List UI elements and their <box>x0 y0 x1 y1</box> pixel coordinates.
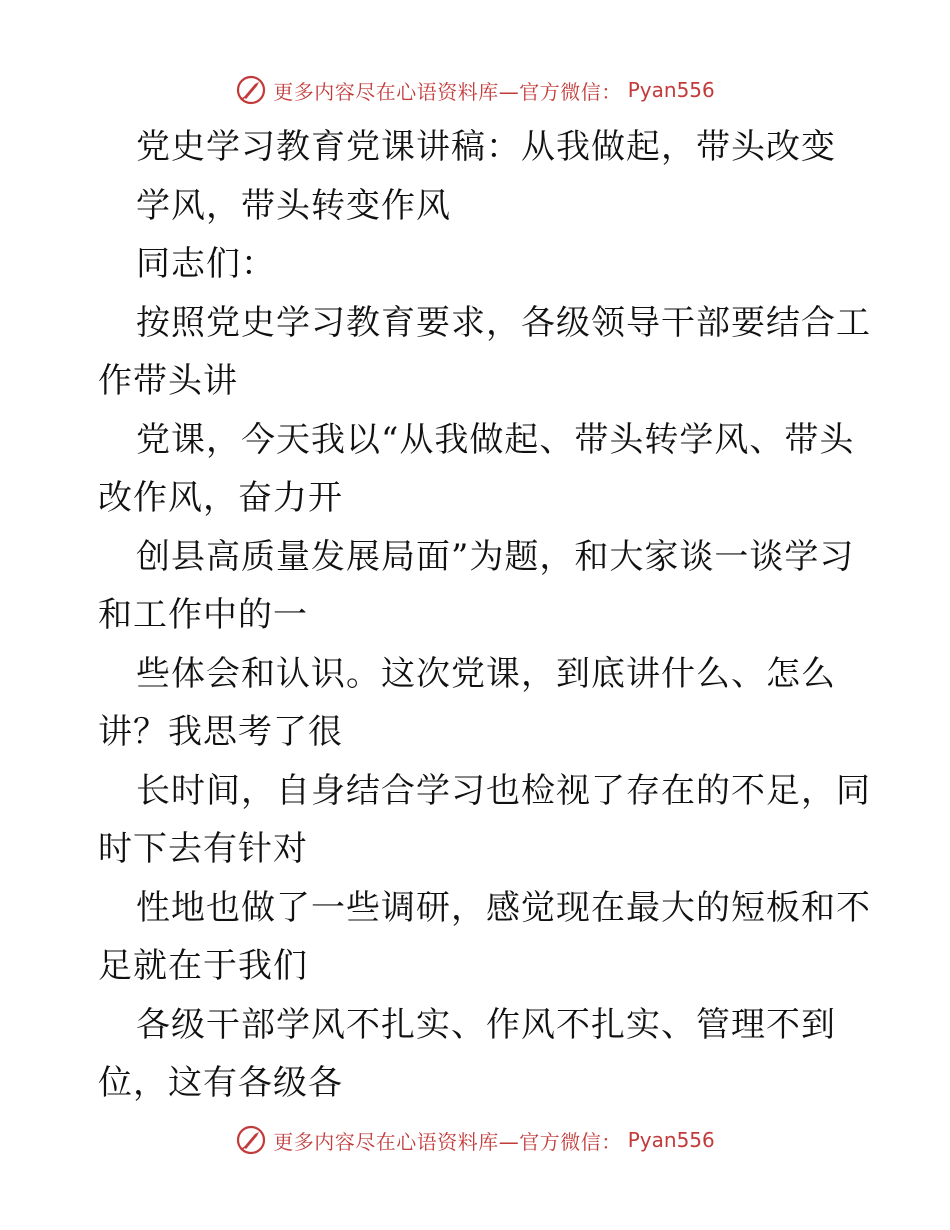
text-line: 些体会和认识。这次党课，到底讲什么、怎么 <box>136 653 836 694</box>
document-body <box>98 118 871 1113</box>
text-line: 各级干部学风不扎实、作风不扎实、管理不到 <box>136 1004 836 1045</box>
header-banner-text: 更多内容尽在心语资料库—官方微信： <box>273 79 622 104</box>
text-line: 性地也做了一些调研，感觉现在最大的短板和不 <box>136 887 871 928</box>
text-line: 长时间，自身结合学习也检视了存在的不足，同 <box>136 770 871 811</box>
text-line: 和工作中的一 <box>98 595 308 635</box>
text-line: 同志们： <box>136 244 276 284</box>
text-line: 讲？我思考了很 <box>98 712 343 752</box>
header-wechat-id: Pyan556 <box>627 78 715 102</box>
text-line: 党课，今天我以“从我做起、带头转学风、带头 <box>136 419 855 460</box>
footer-banner <box>0 1120 950 1160</box>
text-line: 改作风，奋力开 <box>98 478 343 518</box>
text-line: 位，这有各级各 <box>98 1063 343 1103</box>
text-line: 创县高质量发展局面”为题，和大家谈一谈学习 <box>136 536 855 577</box>
text-line: 党史学习教育党课讲稿：从我做起，带头改变 <box>136 127 836 167</box>
header-banner <box>0 70 950 110</box>
text-line: 学风，带头转变作风 <box>136 185 451 226</box>
footer-banner-text: 更多内容尽在心语资料库—官方微信： <box>273 1129 622 1154</box>
text-line: 作带头讲 <box>98 361 238 401</box>
quill-pen-logo-icon <box>235 74 267 106</box>
text-line: 足就在于我们 <box>98 946 308 986</box>
text-line: 时下去有针对 <box>98 829 308 869</box>
footer-wechat-id: Pyan556 <box>627 1128 715 1152</box>
quill-pen-logo-icon <box>235 1124 267 1156</box>
text-line: 按照党史学习教育要求，各级领导干部要结合工 <box>136 302 871 343</box>
